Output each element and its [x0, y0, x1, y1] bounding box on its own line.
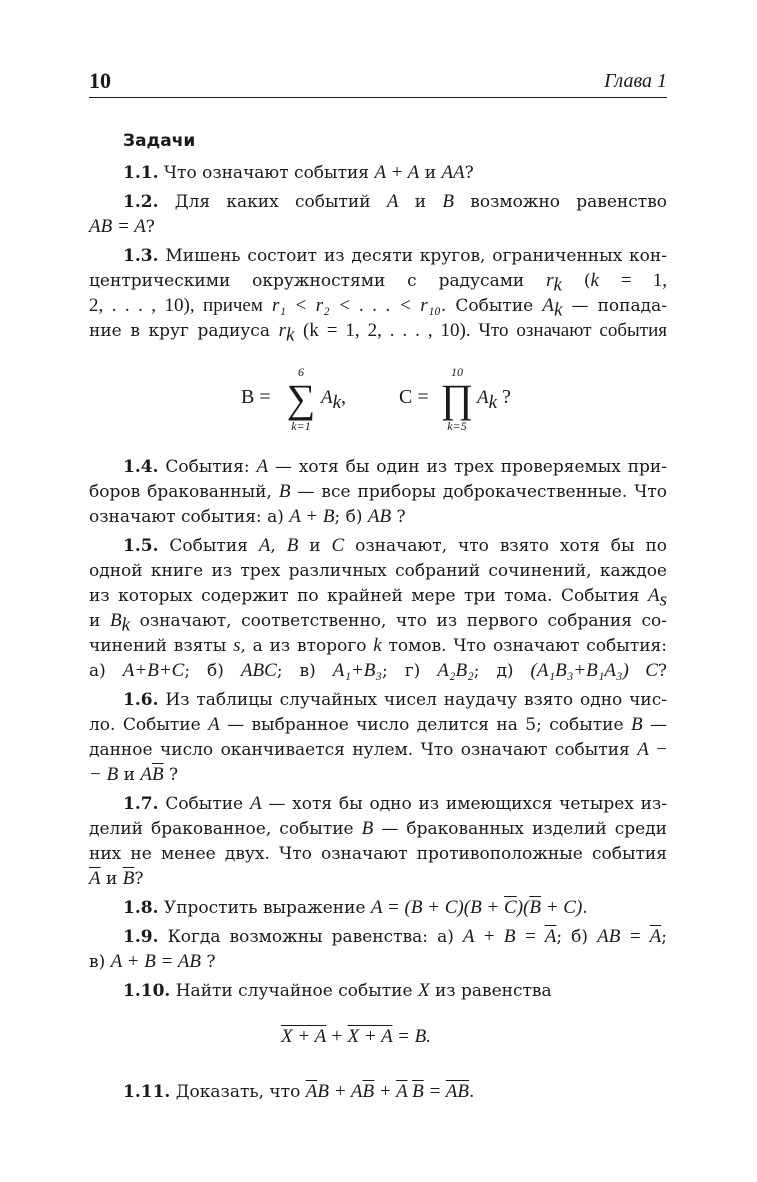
product-operator: 10 ∏ k=5	[440, 365, 474, 433]
header-rule	[89, 97, 667, 98]
page-header	[89, 68, 667, 96]
problem-1-9-line2: в) A + B = AB ?	[89, 951, 216, 972]
problem-1-11: 1.11. Доказать, что $\overline{A}B + A\overline{B} + \overline{A}$ $\overline{B} = \overline{AB}$.	[123, 1081, 475, 1102]
formula-C-lhs: C =	[399, 386, 429, 408]
problem-1-4-line3: означают события: а) A + B; б) AB ?	[89, 506, 406, 527]
problem-1-7-line4: $\overline{A}$ и $\overline{B}$?	[89, 868, 144, 889]
problem-1-5-line5: чинений взяты s, а из второго k томов. Что означают события:	[89, 635, 668, 656]
problem-1-7-line2: делий бракованное, событие B — бракованных изделий среди	[89, 818, 667, 839]
problem-1-6-line2: ло. Событие A — выбранное число делится на 5; событие B —	[89, 714, 667, 735]
section-title: Задачи	[123, 131, 196, 151]
problem-1-3-line4: ние в круг радиуса $r_k$ (k = 1, 2, . . . , 10). Что означают события	[89, 320, 667, 346]
problem-1-7: 1.7. Событие A — хотя бы одно из имеющихся четырех из-	[123, 793, 668, 814]
formula-B-lhs: B =	[241, 386, 271, 408]
problem-1-3-line3: 2, . . . , 10), причем r₁ < r₂ < . . . < r₁₀. Событие $A_k$ — попада-	[89, 295, 667, 321]
page-number: 10	[89, 68, 111, 93]
problem-1-4-line2: боров бракованный, B — все приборы доброкачественные. Что	[89, 481, 667, 502]
formula-prod-term: $A_k$ ?	[477, 386, 511, 413]
problem-1-5-line2: одной книге из трех различных собраний сочинений, каждое	[89, 561, 667, 581]
problem-1-1: 1.1. Что означают события A + A и AA?	[123, 162, 474, 183]
problem-1-5-line4: и $B_k$ означают, соответственно, что из первого собрания со-	[89, 610, 668, 636]
problem-1-9: 1.9. Когда возможны равенства: а) $A + B = \overline{A}$; б) AB = $\overline{A}$;	[123, 926, 667, 947]
chapter-title: Глава 1	[604, 70, 667, 92]
problem-1-2: 1.2. Для каких событий A и B возможно равенство	[123, 191, 667, 212]
problem-1-5-line6: а) A+B+C; б) ABC; в) A₁+B₃; г) A₂B₂; д) (A₁B₃+B₁A₃) C?	[89, 660, 668, 681]
problem-1-3: 1.3. Мишень состоит из десяти кругов, ограниченных кон-	[123, 246, 667, 266]
problem-1-6: 1.6. Из таблицы случайных чисел наудачу взято одно чис-	[123, 690, 667, 710]
problem-1-10: 1.10. Найти случайное событие X из равенства	[123, 980, 552, 1001]
problem-1-3-line2: центрическими окружностями с радусами $r_k$ (k = 1,	[89, 270, 667, 296]
problem-1-8: 1.8. Упростить выражение $A = (B + C)(B + \overline{C})(\overline{B} + C)$.	[123, 897, 588, 918]
problem-1-5-line3: из которых содержит по крайней мере три тома. События $A_s$	[89, 585, 667, 611]
problem-1-7-line3: них не менее двух. Что означают противоположные события	[89, 844, 667, 864]
problem-1-6-line4: − B и $A\overline{B}$ ?	[89, 764, 179, 785]
problem-1-4: 1.4. События: A — хотя бы один из трех проверяемых при-	[123, 456, 668, 477]
sum-operator: 6 ∑ k=1	[286, 365, 316, 433]
problem-1-2-line2: AB = A?	[89, 216, 155, 237]
problem-1-6-line3: данное число оканчивается нулем. Что означают события A −	[89, 739, 668, 760]
formula-sum-term: $A_k$,	[321, 386, 347, 413]
problem-1-5: 1.5. События A, B и C означают, что взято хотя бы по	[123, 535, 668, 556]
formula-1-10: X + A + X + A = B.	[281, 1025, 432, 1047]
